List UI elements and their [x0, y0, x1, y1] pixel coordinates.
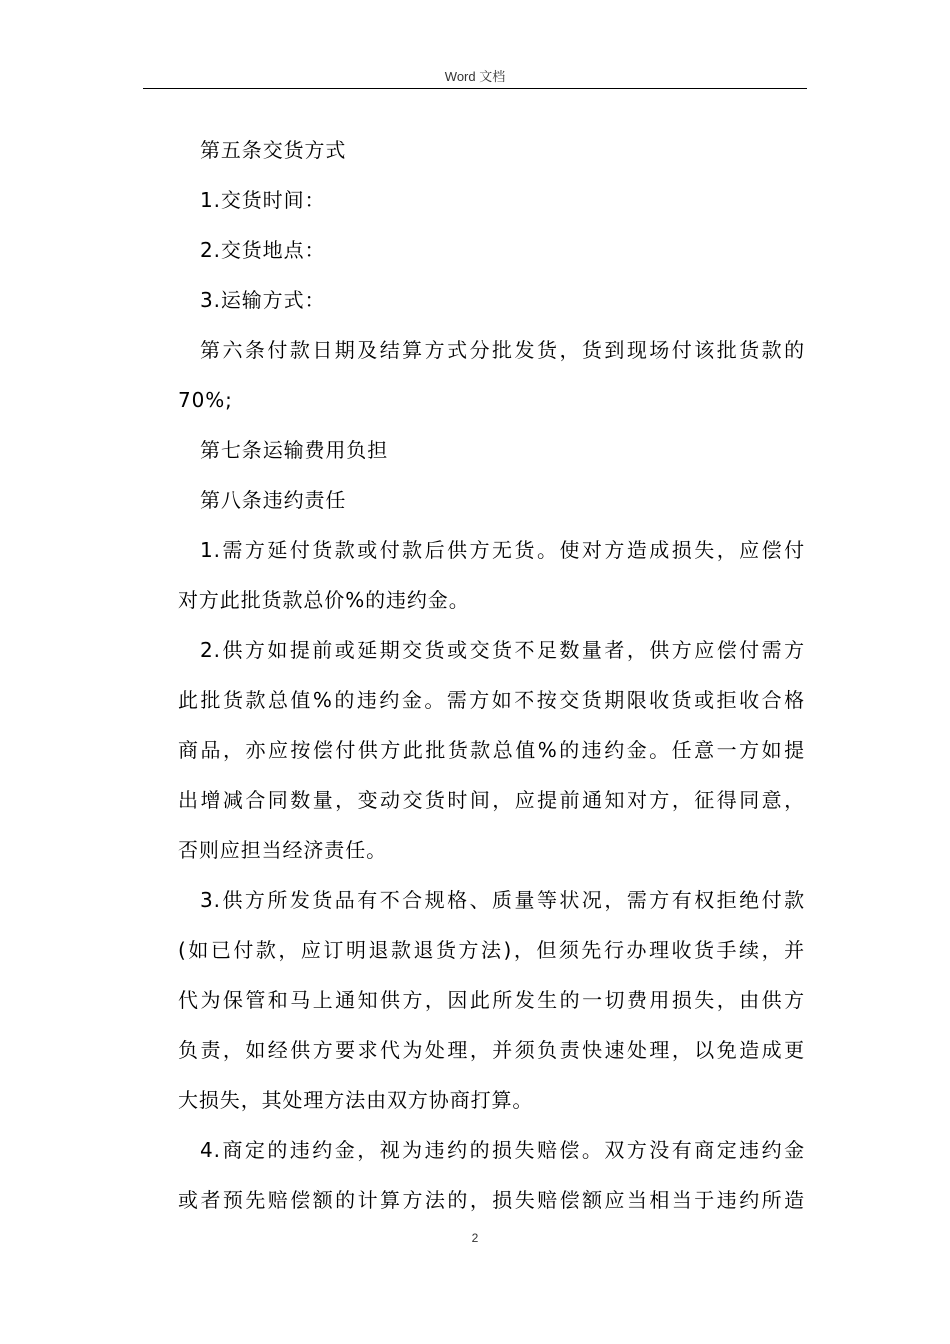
paragraph-line: 代为保管和马上通知供方，因此所发生的一切费用损失，由供方	[178, 988, 805, 1012]
paragraph-line: 第八条违约责任	[200, 488, 347, 512]
paragraph-line: 70%;	[178, 388, 233, 412]
page-number: 2	[471, 1231, 479, 1245]
paragraph-article-7-transport-cost	[178, 425, 805, 475]
paragraph-line: 对方此批货款总价%的违约金。	[178, 588, 470, 612]
paragraph-line: 2.供方如提前或延期交货或交货不足数量者，供方应偿付需方	[200, 638, 805, 662]
paragraph-line: 3.供方所发货品有不合规格、质量等状况，需方有权拒绝付款	[200, 888, 805, 912]
paragraph-line: 负责，如经供方要求代为处理，并须负责快速处理，以免造成更	[178, 1038, 805, 1062]
paragraph-breach-item-2	[178, 625, 805, 875]
paragraph-line: 1.需方延付货款或付款后供方无货。使对方造成损失，应偿付	[200, 538, 805, 562]
paragraph-line: 第六条付款日期及结算方式分批发货，货到现场付该批货款的	[200, 338, 805, 362]
paragraph-article-5-heading	[178, 125, 805, 175]
paragraph-transport-method	[178, 275, 805, 325]
paragraph-delivery-time	[178, 175, 805, 225]
paragraph-line: 或者预先赔偿额的计算方法的，损失赔偿额应当相当于违约所造	[178, 1188, 805, 1212]
paragraph-breach-item-3	[178, 875, 805, 1125]
paragraph-line: (如已付款，应订明退款退货方法)，但须先行办理收货手续，并	[178, 938, 805, 962]
paragraph-line: 此批货款总值%的违约金。需方如不按交货期限收货或拒收合格	[178, 688, 805, 712]
paragraph-breach-item-1	[178, 525, 805, 625]
paragraph-line: 出增减合同数量，变动交货时间，应提前通知对方，征得同意，	[178, 788, 805, 812]
paragraph-line: 第七条运输费用负担	[200, 438, 389, 462]
paragraph-article-8-heading	[178, 475, 805, 525]
paragraph-line: 商品，亦应按偿付供方此批货款总值%的违约金。任意一方如提	[178, 738, 805, 762]
paragraph-delivery-place	[178, 225, 805, 275]
paragraph-line: 3.运输方式：	[200, 288, 326, 312]
paragraph-article-6-payment	[178, 325, 805, 425]
paragraph-line: 第五条交货方式	[200, 138, 347, 162]
document-body	[178, 125, 805, 1225]
paragraph-breach-item-4	[178, 1125, 805, 1225]
paragraph-line: 2.交货地点：	[200, 238, 326, 262]
page-header	[143, 62, 807, 89]
paragraph-line: 1.交货时间：	[200, 188, 326, 212]
paragraph-line: 否则应担当经济责任。	[178, 838, 387, 862]
paragraph-line: 4.商定的违约金，视为违约的损失赔偿。双方没有商定违约金	[200, 1138, 805, 1162]
header-title: Word 文档	[444, 69, 506, 84]
paragraph-line: 大损失，其处理方法由双方协商打算。	[178, 1088, 534, 1112]
